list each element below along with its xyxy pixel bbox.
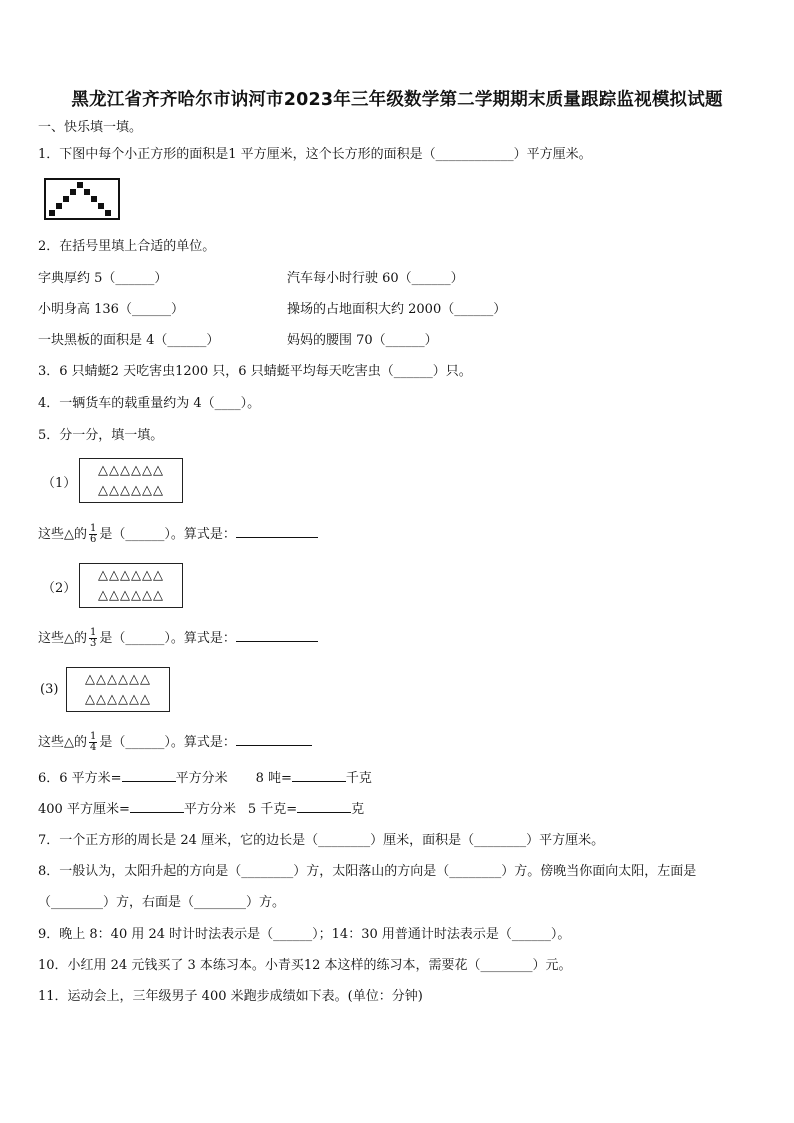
question-8-line-2: （________）方，右面是（________）方。 <box>38 895 286 910</box>
question-6-line-2 <box>38 800 364 819</box>
fraction-suffix: 是（______）。算式是： <box>99 631 236 646</box>
question-1: 1．下图中每个小正方形的面积是1 平方厘米，这个长方形的面积是（____________）平方厘米。 <box>38 147 592 162</box>
q6-text: 8 吨= <box>255 771 292 786</box>
part-3-answer-line <box>38 732 312 754</box>
question-10: 10．小红用 24 元钱买了 3 本练习本。小青买12 本这样的练习本，需要花（________）元。 <box>38 958 572 973</box>
fraction-one-fourth: $\frac{1}{4}$ <box>90 731 97 753</box>
q6-text: 千克 <box>345 771 372 786</box>
question-9: 9．晚上 8：40 用 24 时计时法表示是（______）；14：30 用普通计时法表示是（______）。 <box>38 927 571 942</box>
q6-text: 400 平方厘米= <box>38 802 130 817</box>
question-4: 4．一辆货车的载重量约为 4（____）。 <box>38 396 261 411</box>
fraction-suffix: 是（______）。算式是： <box>99 527 236 542</box>
q6-text: 5 千克= <box>247 802 298 817</box>
triangle-box-3 <box>66 667 170 712</box>
triangle-row: △△△△△△ <box>98 587 164 603</box>
part-1-label: （1） <box>42 476 77 491</box>
question-8-line-1: 8．一般认为，太阳升起的方向是（________）方，太阳落山的方向是（________）方。傍晚当你面向太阳，左面是 <box>38 864 697 879</box>
rectangle-grid-figure <box>44 178 120 220</box>
fraction-one-sixth: $\frac{1}{6}$ <box>90 523 97 545</box>
q6-text: 6．6 平方米= <box>38 771 122 786</box>
q6-text: 平方分米 <box>183 802 236 817</box>
answer-blank[interactable] <box>130 800 184 813</box>
question-3: 3．6 只蜻蜓2 天吃害虫1200 只，6 只蜻蜓平均每天吃害虫（______）只。 <box>38 364 472 379</box>
triangle-row: △△△△△△ <box>85 691 151 707</box>
q6-text: 平方分米 <box>175 771 228 786</box>
answer-blank[interactable] <box>236 629 318 642</box>
triangle-row: △△△△△△ <box>98 567 164 583</box>
fraction-suffix: 是（______）。算式是： <box>99 735 236 750</box>
answer-blank[interactable] <box>236 525 318 538</box>
q2-row2-left: 小明身高 136（______） <box>38 302 184 317</box>
question-6-line-1 <box>38 769 372 788</box>
fraction-prefix: 这些△的 <box>38 631 87 646</box>
answer-blank[interactable] <box>236 733 312 746</box>
answer-blank[interactable] <box>122 769 176 782</box>
part-2-answer-line <box>38 628 318 650</box>
fraction-prefix: 这些△的 <box>38 527 87 542</box>
triangle-box-1 <box>79 458 183 503</box>
question-11: 11．运动会上，三年级男子 400 米跑步成绩如下表。(单位：分钟) <box>38 989 423 1004</box>
section-heading: 一、快乐填一填。 <box>38 120 143 135</box>
question-2-stem: 2．在括号里填上合适的单位。 <box>38 239 216 254</box>
q6-text: 克 <box>351 802 365 817</box>
triangle-row: △△△△△△ <box>98 482 164 498</box>
exam-title: 黑龙江省齐齐哈尔市讷河市2023年三年级数学第二学期期末质量跟踪监视模拟试题 <box>71 90 723 110</box>
fraction-prefix: 这些△的 <box>38 735 87 750</box>
answer-blank[interactable] <box>297 800 351 813</box>
answer-blank[interactable] <box>292 769 346 782</box>
triangle-row: △△△△△△ <box>85 671 151 687</box>
q2-row3-left: 一块黑板的面积是 4（______） <box>38 333 220 348</box>
question-7: 7．一个正方形的周长是 24 厘米，它的边长是（________）厘米，面积是（________）平方厘米。 <box>38 833 605 848</box>
question-5-stem: 5．分一分，填一填。 <box>38 428 164 443</box>
part-3-label: (3) <box>40 682 59 697</box>
q2-row1-left: 字典厚约 5（______） <box>38 271 168 286</box>
triangle-row: △△△△△△ <box>98 462 164 478</box>
q2-row1-right: 汽车每小时行驶 60（______） <box>287 271 464 286</box>
part-1-answer-line <box>38 524 318 546</box>
triangle-box-2 <box>79 563 183 608</box>
q2-row2-right: 操场的占地面积大约 2000（______） <box>287 302 507 317</box>
q2-row3-right: 妈妈的腰围 70（______） <box>287 333 438 348</box>
fraction-one-third: $\frac{1}{3}$ <box>90 627 97 649</box>
part-2-label: （2） <box>42 581 77 596</box>
